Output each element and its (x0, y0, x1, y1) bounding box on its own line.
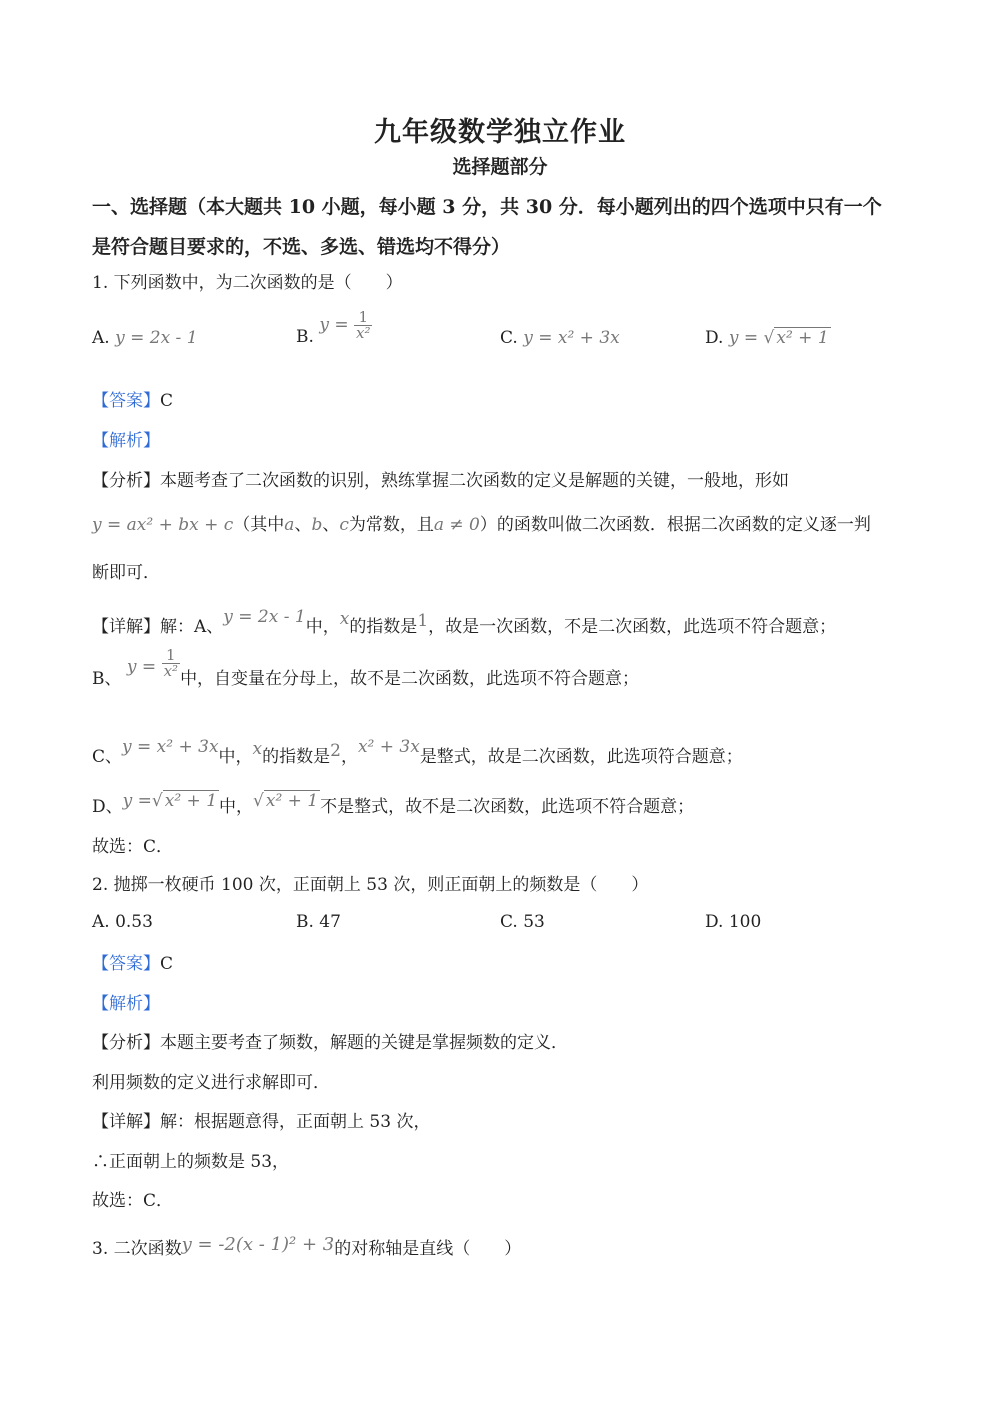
q1-detail-b-prefix: B、 (92, 669, 122, 689)
section-heading-line2: 是符合题目要求的，不选、多选、错选均不得分） (92, 236, 511, 258)
q1-detail-d-radicand-2: x² + 1 (265, 791, 319, 811)
q1-detail-a-one: 1 (417, 611, 429, 631)
q1-detail-c (92, 736, 743, 768)
q1-choose (92, 836, 173, 858)
q1-detail-b-denominator: x² (163, 662, 179, 680)
q1-explain-tag: 【解析】 (92, 431, 160, 451)
q1-detail-d (92, 790, 694, 818)
q1-detail-c-expr2: x² + 3x (357, 737, 420, 757)
q2-explain-tag: 【解析】 (92, 994, 160, 1014)
q1-choose-prefix: 故选： (92, 837, 143, 857)
q1-option-c-label: C. (500, 328, 518, 348)
q1-stem: 1. 下列函数中，为二次函数的是（ ） (92, 273, 403, 293)
q1-option-d-radicand: x² + 1 (776, 328, 829, 348)
q1-detail-d-end: 不是整式，故不是二次函数，此选项不符合题意； (320, 797, 695, 817)
sqrt-icon: √ (253, 791, 264, 811)
q1-option-a (92, 328, 198, 348)
q1-detail-a-mid: 中， (305, 617, 340, 637)
page-title: 九年级数学独立作业 (374, 117, 626, 148)
q3-stem-prefix: 3. 二次函数 (92, 1239, 182, 1259)
analysis-tag: 【分析】 (92, 1033, 160, 1053)
q3-expr: y = -2(x - 1)² + 3 (181, 1234, 335, 1255)
q1-detail-a-prefix: 解：A、 (160, 617, 224, 637)
q1-answer-value: C (160, 391, 174, 411)
q2-choose: 故选：C． (92, 1191, 174, 1211)
q1-option-d-lhs: y = (728, 328, 759, 348)
q2-detail-1 (92, 1111, 430, 1133)
q2-option-c: C. 53 (500, 912, 545, 932)
q1-analysis-text-1: 本题考查了二次函数的识别，熟练掌握二次函数的定义是解题的关键，一般地，形如 (160, 471, 789, 491)
q1-option-c (500, 328, 620, 348)
q1-choose-value: C (143, 837, 157, 857)
q1-detail-b-end: 中，自变量在分母上，故不是二次函数，此选项不符合题意； (180, 669, 640, 689)
q1-analysis-3: 断即可． (92, 563, 160, 583)
q2-option-d: D. 100 (705, 912, 762, 932)
q1-detail-a-mid2: 的指数是 (349, 617, 418, 637)
q1-analysis-text-2a: （其中 (233, 515, 285, 535)
q1-detail-d-lhs: y = (122, 791, 152, 811)
q1-sep-2: 、 (322, 515, 340, 535)
q1-detail-c-expr: y = x² + 3x (122, 737, 219, 757)
q1-detail-a (92, 606, 836, 638)
answer-tag: 【答案】 (92, 954, 160, 974)
q1-option-d-label: D. (705, 328, 724, 348)
q1-analysis-2 (92, 514, 871, 536)
q1-var-a: a (284, 515, 295, 535)
q1-var-c: c (339, 515, 349, 535)
q2-detail-text-1: 解：根据题意得，正面朝上 53 次， (160, 1112, 431, 1132)
q1-detail-c-comma: ， (340, 747, 358, 767)
q1-option-c-expr: y = x² + 3x (523, 328, 620, 348)
q1-option-b (296, 310, 372, 347)
q1-option-b-label: B. (296, 327, 314, 347)
q3-stem-end: 的对称轴是直线（ ） (334, 1239, 522, 1259)
q1-detail-a-expr: y = 2x - 1 (223, 607, 306, 627)
section-heading-line1: 一、选择题（本大题共 10 小题，每小题 3 分，共 30 分．每小题列出的四个选项中只有一个 (92, 196, 882, 218)
q1-detail-d-mid: 中， (219, 797, 254, 817)
q1-detail-d-radicand: x² + 1 (164, 791, 218, 811)
q1-option-b-lhs: y = (319, 315, 349, 335)
q1-detail-c-two: 2 (330, 741, 341, 761)
q1-detail-b (92, 648, 639, 690)
q1-analysis-text-2b: 为常数，且 (348, 515, 434, 535)
q1-option-a-expr: y = 2x - 1 (115, 328, 198, 348)
q2-option-a: A. 0.53 (92, 912, 153, 932)
q1-detail-c-mid: 中， (218, 747, 253, 767)
q1-option-b-fraction (354, 310, 372, 341)
q1-detail-b-numerator: 1 (162, 648, 180, 664)
q1-detail-c-x: x (252, 739, 263, 759)
q2-answer-value: C (160, 954, 174, 974)
page-subtitle: 选择题部分 (452, 156, 548, 178)
q2-answer (92, 953, 173, 975)
detail-tag: 【详解】 (92, 1112, 160, 1132)
q1-detail-c-mid2: 的指数是 (262, 747, 331, 767)
q1-detail-c-end: 是整式，故是二次函数，此选项符合题意； (419, 747, 743, 767)
q1-option-a-label: A. (92, 328, 110, 348)
q2-detail-2: ∴正面朝上的频数是 53， (92, 1152, 290, 1172)
answer-tag: 【答案】 (92, 391, 160, 411)
q1-detail-a-x: x (339, 609, 350, 629)
q1-condition: a ≠ 0 (433, 515, 480, 535)
q3-stem (92, 1234, 521, 1260)
q1-var-b: b (311, 515, 323, 535)
q2-option-b: B. 47 (296, 912, 341, 932)
q1-analysis-text-2c: ）的函数叫做二次函数．根据二次函数的定义逐一判 (479, 515, 871, 535)
q1-option-b-numerator: 1 (354, 310, 372, 326)
q1-option-b-denominator: x² (355, 324, 371, 342)
q2-analysis-text-1: 本题主要考查了频数，解题的关键是掌握频数的定义． (160, 1033, 568, 1053)
q1-detail-b-lhs: y = (126, 657, 157, 677)
q1-detail-b-fraction (162, 648, 180, 679)
detail-tag: 【详解】 (92, 617, 160, 637)
q1-answer (92, 390, 173, 412)
q1-detail-d-prefix: D、 (92, 797, 123, 817)
analysis-tag: 【分析】 (92, 471, 160, 491)
q2-analysis-1 (92, 1032, 568, 1054)
q1-choose-end: ． (156, 837, 174, 857)
q1-general-form: y = ax² + bx + c (92, 515, 234, 535)
q2-analysis-2: 利用频数的定义进行求解即可． (92, 1073, 330, 1093)
q1-analysis-1 (92, 470, 789, 492)
sqrt-icon: √ (763, 328, 775, 348)
q1-detail-c-prefix: C、 (92, 747, 123, 767)
q1-sep-1: 、 (294, 515, 312, 535)
q1-option-d (705, 328, 831, 348)
sqrt-icon: √ (151, 791, 163, 811)
q1-detail-a-end: ，故是一次函数，不是二次函数，此选项不符合题意； (428, 617, 837, 637)
q2-stem: 2. 抛掷一枚硬币 100 次，正面朝上 53 次，则正面朝上的频数是（ ） (92, 875, 649, 895)
